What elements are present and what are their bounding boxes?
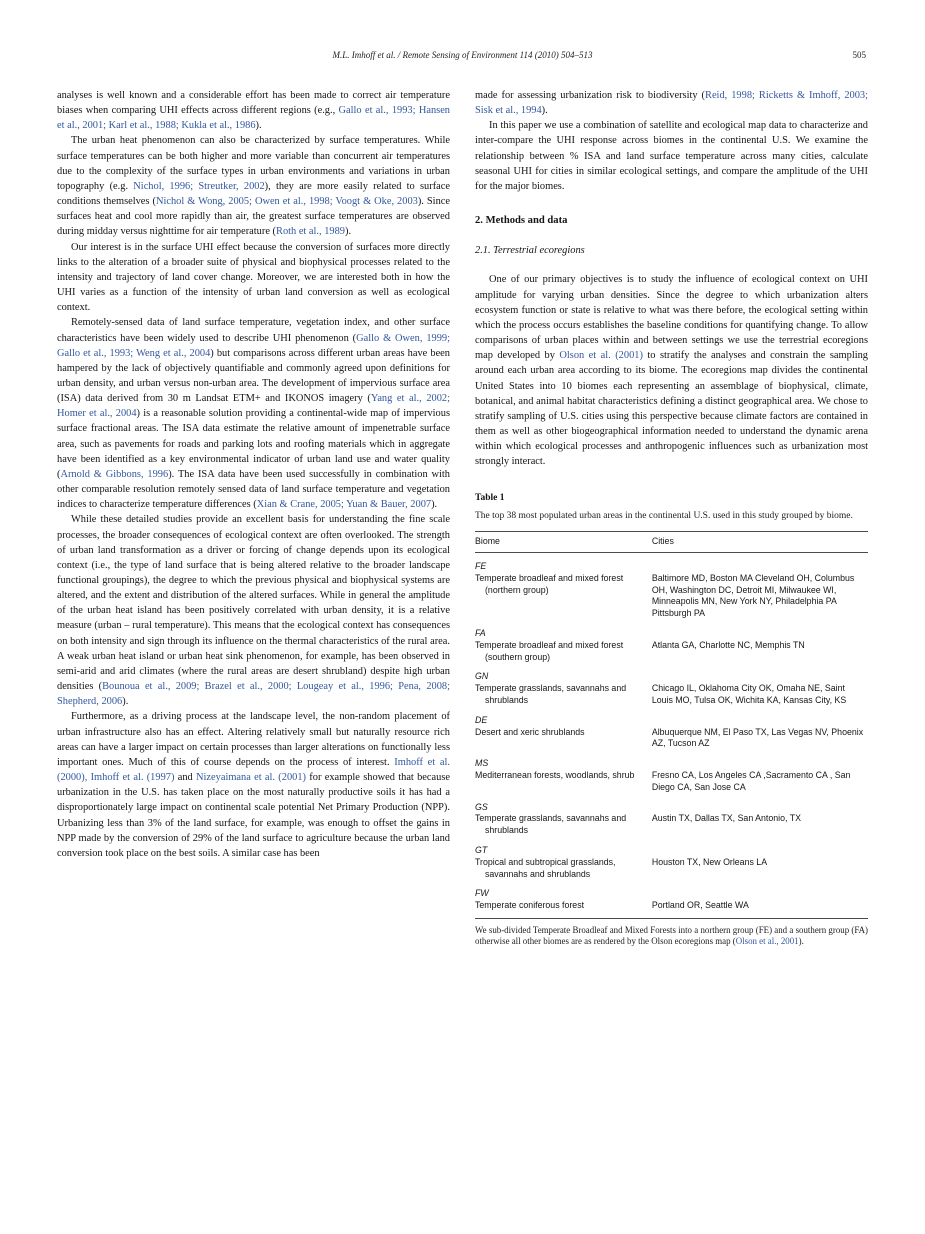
text-run: One of our primary objectives is to study the influence of ecological context on UHI amplitude for varying urban densities. Since the degree to which urbanization alters ecosystem function or state is relative to what was there before, the ecological setting within which the process occurs establishes the baseline conditions for quantifying change. To allow comparisons of urban places within and between settings we use the terrestrial ecoregions map developed by <box>475 274 868 362</box>
text-run: ). <box>122 696 129 708</box>
biome-cell: Temperate broadleaf and mixed forest (northern group) <box>475 572 624 595</box>
cities-cell: Chicago IL, Oklahoma City OK, Omaha NE, Saint Louis MO, Tulsa OK, Wichita KA, Kansas City, KS <box>651 683 847 705</box>
text-run: ). The ISA data have been used successfully in combination with other comparable resolution remotely sensed data of land surface temperature and vegetation indices to characterize temperature differences ( <box>57 468 450 511</box>
table-row <box>475 770 868 794</box>
biome-code: FE <box>475 560 487 571</box>
text-run: ). <box>541 105 548 117</box>
text-run: to stratify the analyses and constrain the sampling around each urban area according to its biome. The ecoregions map divides the continental United States into 10 biomes each representing an assemblage of biophysical, climate, botanical, and animal habitat characteristics defining a distinct geographical area. We chose to stratify sampling of U.S. cities using this perspective because climate factors are contained in them as well as other biogeographical information needed to understand the dynamic arena within which ecological processes and anthropogenic influences such as urbanization most strongly interact. <box>475 350 868 468</box>
subsection-heading-ecoregions: 2.1. Terrestrial ecoregions <box>475 245 585 257</box>
text-run: Our interest is in the surface UHI effect because the conversion of surfaces more directly links to the alteration of a broader suite of physical and biophysical processes related to the intensity and trajectory of land cover change. Moreover, we are interested both in how the UHI varies as a function of the intensity of urban land conversion as well as ecological context. <box>57 241 450 314</box>
paragraph <box>475 88 868 118</box>
text-run: for example showed that because urbanization in the U.S. has taken place on the most naturally productive soils it has had a disproportionately large impact on continental scale potential Net Primary Production (NPP). Urbanizing less than 3% of the land surface, for example, was enough to offset the gains in NPP made by the conversion of 29% of the land surface to agriculture because the urban land conversion took place on the best soils. A similar case has been <box>57 772 450 859</box>
biome-group-code-row <box>475 663 868 683</box>
paragraph <box>475 272 868 469</box>
running-title: M.L. Imhoff et al. / Remote Sensing of Environment 114 (2010) 504–513 <box>332 50 593 60</box>
table-body <box>475 552 868 918</box>
cities-cell: Baltimore MD, Boston MA Cleveland OH, Columbus OH, Washington DC, Detroit MI, Milwaukee WI, Minneapolis MN, New York NY, Philadelphia PA Pittsburgh PA <box>651 572 855 619</box>
text-run: The urban heat phenomenon can also be characterized by surface temperatures. While surface temperatures can be both higher and more variable than concurrent air temperatures due to the complexity of the surface types in urban environments and variations in urban topography (e.g. <box>57 135 450 192</box>
biome-group-code-row <box>475 880 868 900</box>
biome-code: FA <box>475 627 486 638</box>
text-run: Furthermore, as a driving process at the landscape level, the non-random placement of urban infrastructure also has an effect. Altering relatively small but naturally resource rich areas can have a larger impact on certain processes than larger alterations on functionally less important ones. Much of this of course depends on the process of interest. <box>57 711 450 768</box>
citation-link[interactable]: Olson et al. (2001) <box>559 350 643 362</box>
biome-cell: Desert and xeric shrublands <box>475 726 585 737</box>
section-heading-methods: 2. Methods and data <box>475 215 568 227</box>
citation-link[interactable]: Xian & Crane, 2005; Yuan & Bauer, 2007 <box>256 499 432 511</box>
two-column-body <box>57 88 868 948</box>
paragraph <box>57 88 450 133</box>
text-run: made for assessing urbanization risk to biodiversity ( <box>475 90 706 101</box>
text-run: analyses is well known and a considerable effort has been made to correct air temperature biases when comparing UHI effects across different regions (e.g., <box>57 90 450 117</box>
table-label: Table 1 <box>475 493 505 504</box>
running-head <box>57 50 868 64</box>
text-run: While these detailed studies provide an excellent basis for understanding the fine scale processes, the broader consequences of ecological context are often overlooked. The strength of urban land transformation as a driver or forcing of change depends upon its ecological context (i.e., the type of land surface that is being altered relative to the broader landscape functional groupings), the degree to which the previous physical and biophysical systems are altered, and the extent and distribution of the altered surfaces. While in general the amplitude of the urban heat island has been positively correlated with urban density, it is a relative measure (urban – rural temperature). This means that the ecological context has consequences on both intensity and sign through its influence on the thermal characteristics of the rural area. A weak urban heat island or urban heat sink phenomenon, for example, has been observed in semi-arid and arid climates (where the rural areas are desert shrubland) despite high urban densities ( <box>57 514 450 693</box>
paragraph <box>57 240 450 316</box>
text-run: We sub-divided Temperate Broadleaf and Mixed Forests into a northern group (FE) and a southern group (FA) otherwise all other biomes are as rendered by the Olson ecoregions map ( <box>475 924 868 947</box>
biome-code: GT <box>475 844 488 855</box>
right-intro-paragraphs <box>475 88 868 194</box>
paragraph <box>57 315 450 512</box>
biome-cell: Temperate coniferous forest <box>475 900 585 911</box>
biome-cell: Temperate grasslands, savannahs and shrublands <box>475 683 627 705</box>
text-run: ). <box>431 499 438 511</box>
citation-link[interactable]: Nichol, 1996; Streutker, 2002 <box>133 180 265 192</box>
biome-group-code-row <box>475 750 868 770</box>
column-header-biome: Biome <box>475 532 652 553</box>
text-run: ), they are more easily related to surface conditions themselves ( <box>57 180 450 208</box>
methods-paragraphs <box>475 272 868 469</box>
left-column <box>57 88 450 948</box>
table-row <box>475 857 868 881</box>
text-run: ). Since surfaces heat and cool more rapidly than air, the greatest surface temperatures are observed during midday versus nighttime for air temperature ( <box>57 196 450 238</box>
citation-link[interactable]: Arnold & Gibbons, 1996 <box>60 468 169 480</box>
paragraph <box>475 118 868 194</box>
text-run: ) is a reasonable solution providing a continental-wide map of impervious surface fractional areas. The ISA data estimate the relative amount of impenetrable surface area, such as pavements for roads and parking lots and roofing materials which in aggregate have been identified as a key environmental indicator of urban land use and water quality ( <box>57 408 450 480</box>
paragraph <box>57 133 450 239</box>
biome-group-code-row <box>475 837 868 857</box>
biome-code: DE <box>475 714 488 725</box>
citation-link[interactable]: Reid, 1998; Ricketts & Imhoff, 2003; Sisk et al., 1994 <box>475 90 868 117</box>
text-run: ). <box>255 120 262 132</box>
text-run: Remotely-sensed data of land surface temperature, vegetation index, and other surface characteristics have been widely used to describe UHI phenomenon ( <box>57 317 450 344</box>
cities-cell: Austin TX, Dallas TX, San Antonio, TX <box>651 813 801 824</box>
citation-link[interactable]: Bounoua et al., 2009; Brazel et al., 2000; Lougeay et al., 1996; Pena, 2008; Shepherd, 2006 <box>57 681 450 708</box>
citation-link[interactable]: Nizeyaimana et al. (2001) <box>196 772 307 784</box>
text-run: ). <box>798 936 804 947</box>
table-row <box>475 900 868 918</box>
biome-group-code-row <box>475 707 868 727</box>
cities-cell: Portland OR, Seattle WA <box>651 900 749 911</box>
biome-code: FW <box>475 888 489 899</box>
biome-cell: Mediterranean forests, woodlands, shrub <box>475 769 635 780</box>
biome-code: GS <box>475 801 488 812</box>
biome-group-code-row <box>475 552 868 572</box>
biome-group-code-row <box>475 620 868 640</box>
biome-cities-table <box>475 531 868 919</box>
text-run: In this paper we use a combination of satellite and ecological map data to characterize and inter-compare the UHI response across biomes in the continental U.S. We examine the relationship between % ISA and land surface temperature across many cities, calculate seasonal UHI for cities in similar ecological settings, and compare the amplitude of the UHI for the major biomes. <box>475 120 868 192</box>
paragraph <box>57 709 450 861</box>
table-row <box>475 727 868 751</box>
cities-cell: Fresno CA, Los Angeles CA ,Sacramento CA , San Diego CA, San Jose CA <box>651 769 851 792</box>
column-header-cities: Cities <box>652 532 868 553</box>
paragraph <box>57 512 450 709</box>
cities-cell: Houston TX, New Orleans LA <box>651 856 768 867</box>
citation-link[interactable]: Imhoff et al. (2000), Imhoff et al. (1997) <box>57 756 450 784</box>
page-number: 505 <box>852 50 866 60</box>
citation-link[interactable]: Nichol & Wong, 2005; Owen et al., 1998; Voogt & Oke, 2003 <box>155 196 418 208</box>
table-row <box>475 573 868 620</box>
biome-cell: Temperate grasslands, savannahs and shrublands <box>475 813 627 836</box>
citation-link[interactable]: Roth et al., 1989 <box>276 226 345 238</box>
citation-link[interactable]: Yang et al., 2002; Homer et al., 2004 <box>57 393 450 420</box>
citation-link[interactable]: Olson et al., 2001 <box>735 936 799 947</box>
table-row <box>475 640 868 664</box>
table-row <box>475 813 868 837</box>
table-row <box>475 683 868 707</box>
citation-link[interactable]: Gallo et al., 1993; Hansen et al., 2001; Karl et al., 1988; Kukla et al., 1986 <box>57 105 451 132</box>
table-header-row <box>475 532 868 553</box>
biome-code: MS <box>475 758 489 769</box>
cities-cell: Atlanta GA, Charlotte NC, Memphis TN <box>651 639 805 650</box>
biome-code: GN <box>475 671 489 682</box>
text-run: ) but comparisons across different urban areas have been hampered by the lack of objectively quantifiable and commonly agreed upon definitions for urban density, and urban versus non-urban area. The development of impervious surface area (ISA) data derived from 30 m Landsat ETM+ and IKONOS imagery ( <box>57 347 450 405</box>
biome-group-code-row <box>475 794 868 814</box>
cities-cell: Albuquerque NM, El Paso TX, Las Vegas NV, Phoenix AZ, Tucson AZ <box>651 726 864 749</box>
table-caption: The top 38 most populated urban areas in the continental U.S. used in this study grouped by biome. <box>475 510 853 521</box>
table-footnote <box>475 925 868 948</box>
biome-cell: Tropical and subtropical grasslands, savannahs and shrublands <box>475 856 616 879</box>
table-1-block <box>475 491 868 947</box>
citation-link[interactable]: Gallo & Owen, 1999; Gallo et al., 1993; Weng et al., 2004 <box>57 332 451 359</box>
text-run: and <box>174 772 197 784</box>
text-run: ). <box>345 226 352 238</box>
right-column <box>475 88 868 948</box>
biome-cell: Temperate broadleaf and mixed forest (southern group) <box>475 639 624 662</box>
